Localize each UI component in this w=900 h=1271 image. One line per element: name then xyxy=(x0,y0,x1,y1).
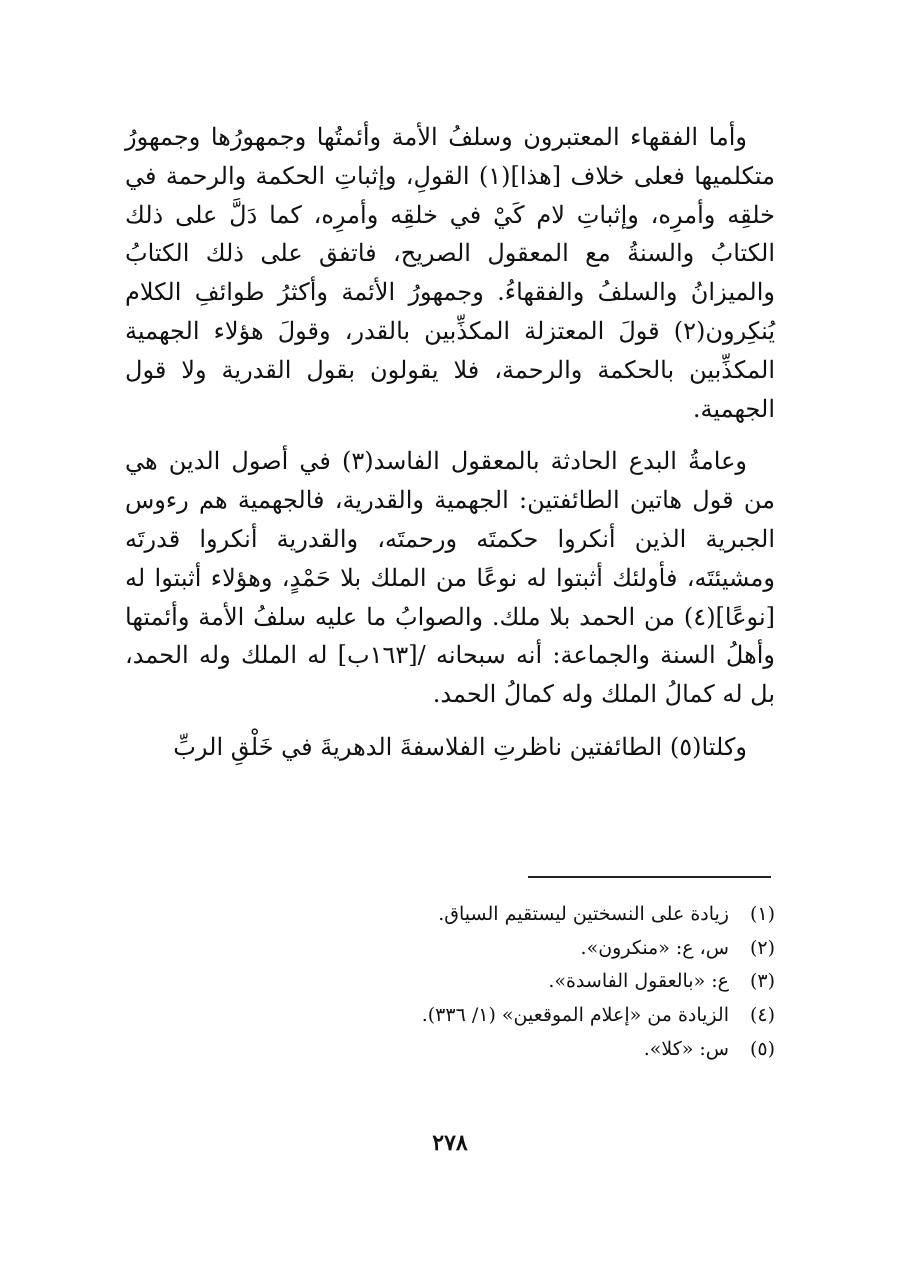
footnote-number: (٣) xyxy=(749,970,775,993)
footnote-divider xyxy=(528,876,771,878)
paragraph-2: وعامةُ البدع الحادثة بالمعقول الفاسد(٣) في أصول الدين هي من قول هاتين الطائفتين: الجهمية والقدرية، فالجهمية هم رءوس الجبرية الذين أنكروا حكمتَه ورحمتَه، والقدرية أنكروا قدرتَه ومشيئتَه، فأولئك أثبتوا له نوعًا من الملك بلا حَمْدٍ، وهؤلاء أثبتوا له [نوعًا](٤) من الحمد بلا ملك. والصوابُ ما عليه سلفُ الأمة وأئمتها وأهلُ السنة والجماعة: أنه سبحانه /[١٦٣ب] له الملك وله الحمد، بل له كمالُ الملك وله كمالُ الحمد. xyxy=(125,447,776,709)
footnote-4 xyxy=(125,999,775,1033)
footnote-3 xyxy=(125,965,775,999)
footnote-number: (٤) xyxy=(749,1004,775,1027)
footnote-number: (١) xyxy=(749,903,775,925)
footnote-text: زيادة على النسختين ليستقيم السياق. xyxy=(438,903,729,925)
footnote-text: الزيادة من «إعلام الموقعين» (١/ ٣٣٦). xyxy=(421,1004,729,1027)
paragraph-1: وأما الفقهاء المعتبرون وسلفُ الأمة وأئمتُها وجمهورُها وجمهورُ متكلميها فعلى خلاف [هذا](١) القولِ، وإثباتِ الحكمة والرحمة في خلقِه وأمرِه، وإثباتِ لام كَيْ في خلقِه وأمرِه، كما دَلَّ على ذلك الكتابُ والسنةُ مع المعقول الصريح، فاتفق على ذلك الكتابُ والميزانُ والسلفُ والفقهاءُ. وجمهورُ الأئمة وأكثرُ طوائفِ الكلام يُنكِرون(٢) قولَ المعتزلة المكذِّبين بالقدر، وقولَ هؤلاء الجهمية المكذِّبين بالحكمة والرحمة، فلا يقولون بقول القدرية ولا قول الجهمية. xyxy=(125,123,775,423)
footnote-text: س، ع: «منكرون». xyxy=(580,936,729,959)
page-number: ٢٧٨ xyxy=(432,1130,468,1156)
main-text xyxy=(125,118,775,767)
footnote-5 xyxy=(125,1033,775,1067)
footnote-text: ع: «بالعقول الفاسدة». xyxy=(548,970,729,993)
footnote-2 xyxy=(125,932,775,966)
footnote-1 xyxy=(125,898,775,932)
footnote-number: (٢) xyxy=(749,936,775,959)
paragraph-3: وكلتا(٥) الطائفتين ناظرتِ الفلاسفةَ الدهريةَ في خَلْقِ الربِّ xyxy=(173,732,747,761)
footnotes xyxy=(125,898,775,1067)
footnote-text: س: «كلا». xyxy=(643,1037,729,1060)
footnote-number: (٥) xyxy=(749,1037,775,1060)
